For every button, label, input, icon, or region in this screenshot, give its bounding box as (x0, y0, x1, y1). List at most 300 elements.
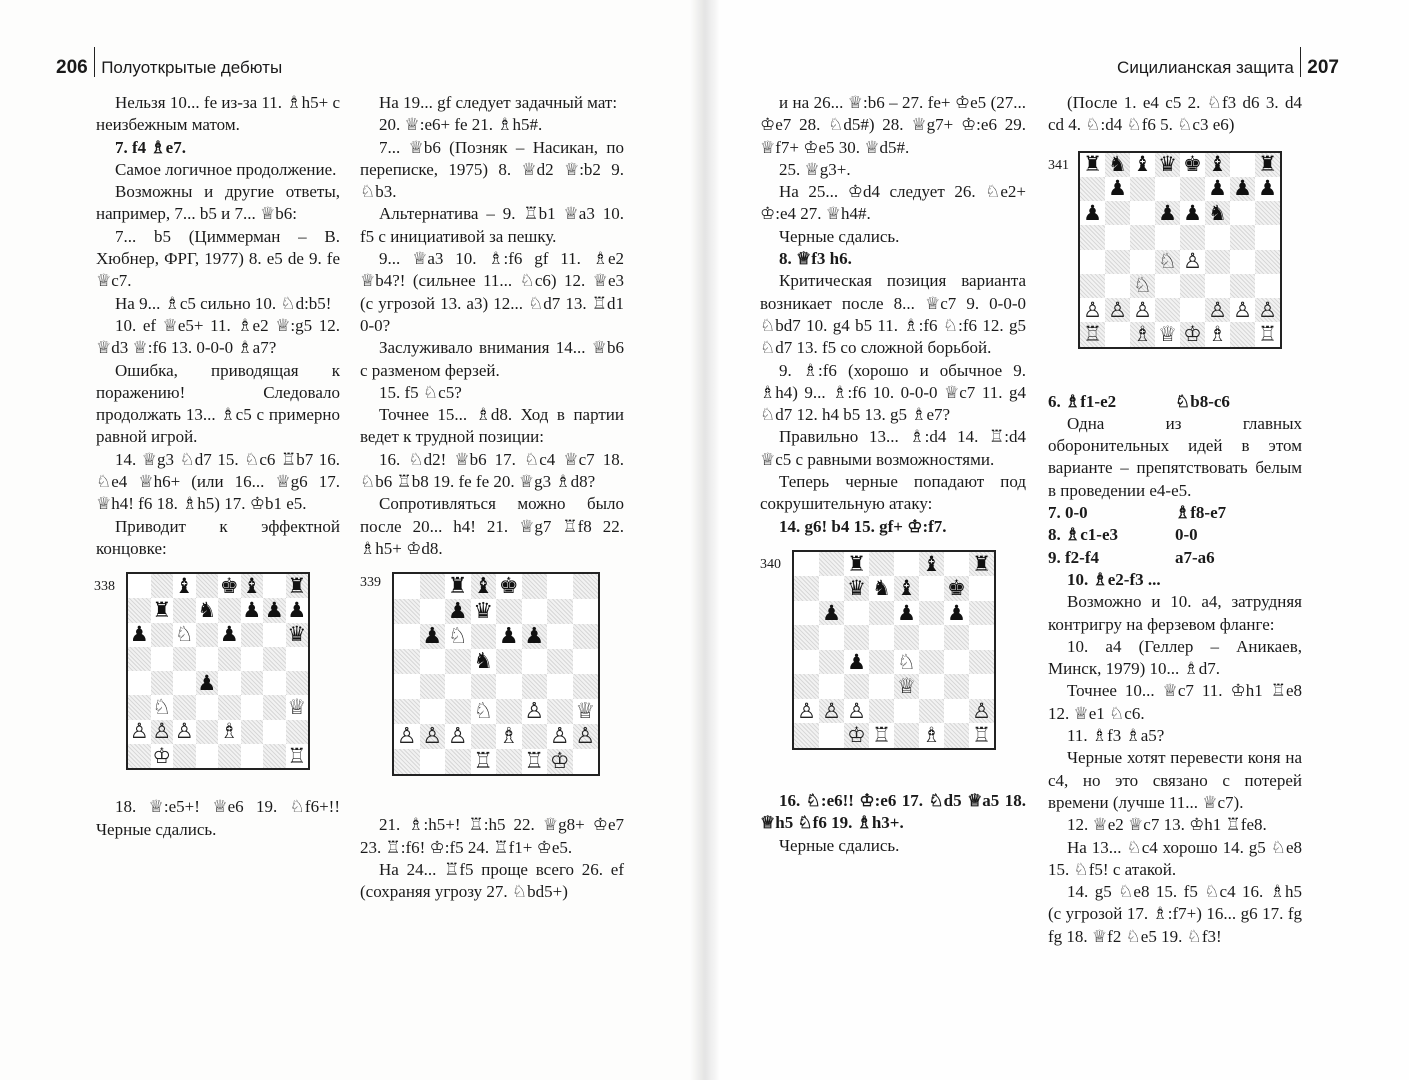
board-square (1080, 250, 1105, 274)
board-square (1155, 177, 1180, 201)
board-square (496, 624, 522, 649)
board-square (218, 695, 241, 719)
board-square (844, 552, 869, 577)
board-square (196, 720, 219, 744)
white-pawn-icon: ♙ (575, 723, 596, 749)
black-rook-icon: ♜ (1258, 152, 1277, 177)
white-knight-icon: ♘ (897, 649, 916, 674)
board-square (794, 552, 819, 577)
board-square (869, 552, 894, 577)
board-square (196, 623, 219, 647)
black-queen-icon: ♛ (1158, 152, 1177, 177)
paragraph: 16. ♘d2! ♕b6 17. ♘c4 ♕c7 18. ♘b6 ♖b8 19. fe fe 20. ♕g3 ♗d8? (360, 449, 624, 492)
white-rook-icon: ♖ (287, 743, 307, 768)
paragraph: 9... ♕a3 10. ♗:f6 gf 11. ♗e2 ♕b4?! (сильнее 11... ♘c6) 12. ♕e3 (с угрозой 13. a3) 12... ♘d7 13. ♖d1 0-0? (360, 249, 624, 335)
board-square (1230, 201, 1255, 225)
page-number-left: 206 (56, 57, 88, 78)
right-running-header (1117, 54, 1339, 82)
board-square (241, 720, 264, 744)
white-pawn-icon: ♙ (447, 723, 468, 749)
board-square (969, 650, 994, 675)
paragraph: 7... ♕b6 (Позняк – Насикан, по переписке, 1975) 8. ♕d2 ♕:b2 9. ♘b3. (360, 137, 624, 202)
board-square (1155, 322, 1180, 346)
board-square (218, 598, 241, 622)
black-king-icon: ♚ (1183, 152, 1202, 177)
paragraph: Альтернатива – 9. ♖b1 ♕a3 10. f5 с инициативой за пешку. (360, 204, 624, 246)
white-pawn-icon: ♙ (152, 719, 172, 744)
board-square (844, 650, 869, 675)
white-pawn-icon: ♙ (797, 698, 816, 723)
board-square (1080, 274, 1105, 298)
board-square (1105, 153, 1130, 177)
board-square (944, 650, 969, 675)
black-king-icon: ♚ (947, 576, 966, 601)
board-square (471, 649, 497, 674)
board-square (1080, 225, 1105, 249)
black-pawn-icon: ♟ (447, 598, 468, 624)
move-row (1048, 547, 1302, 569)
white-pawn-icon: ♙ (1108, 297, 1127, 322)
white-knight-icon: ♘ (152, 695, 172, 720)
paragraph: На 24... ♖f5 проще всего 26. ef (сохраняя угрозу 27. ♘bd5+) (360, 859, 624, 902)
main-move: 14. g6! b4 15. gf+ ♔:f7. (779, 516, 947, 536)
board-square (1155, 201, 1180, 225)
paragraph: Точнее 10... ♕c7 11. ♔h1 ♖e8 12. ♕e1 ♘c6. (1048, 681, 1302, 723)
running-head-right: Сицилианская защита (1117, 58, 1294, 77)
board-square (919, 650, 944, 675)
white-rook-icon: ♖ (1258, 321, 1277, 346)
board-square (794, 723, 819, 748)
black-pawn-icon: ♟ (1158, 200, 1177, 225)
white-rook-icon: ♖ (972, 723, 991, 748)
white-pawn-icon: ♙ (822, 698, 841, 723)
board-square (1105, 201, 1130, 225)
board-square (218, 744, 241, 768)
board-square (1105, 177, 1130, 201)
board-square (1105, 322, 1130, 346)
board-square (218, 720, 241, 744)
board-square (128, 720, 151, 744)
board-square (1180, 153, 1205, 177)
board-square (819, 723, 844, 748)
board-square (819, 625, 844, 650)
board-square (394, 749, 420, 774)
paragraph: 10. a4 (Геллер – Аникаев, Минск, 1979) 10... ♗d7. (1048, 636, 1302, 679)
board-square (1180, 298, 1205, 322)
board-square (286, 623, 309, 647)
board-square (420, 724, 446, 749)
board-square (196, 695, 219, 719)
board-square (263, 598, 286, 622)
paragraph: Критическая позиция варианта возникает после 8... ♕c7 9. 0-0-0 ♘bd7 10. g4 b5 11. ♗:f6 ♘:f6 12. g5 ♘d7 13. f5 со сложной борьбой. (760, 271, 1026, 358)
board-square (1205, 153, 1230, 177)
board-square (1230, 177, 1255, 201)
board-square (969, 674, 994, 699)
board-square (263, 671, 286, 695)
board-square (944, 723, 969, 748)
running-head-left: Полуоткрытые дебюты (101, 58, 283, 77)
board-square (496, 724, 522, 749)
board-square (1205, 250, 1230, 274)
board-square (496, 674, 522, 699)
board-square (173, 695, 196, 719)
paragraph: 11. ♗f3 ♗a5? (1067, 726, 1165, 746)
board-square (547, 624, 573, 649)
board-square (1105, 298, 1130, 322)
board-square (869, 650, 894, 675)
board-square (263, 574, 286, 598)
board-square (794, 650, 819, 675)
board-square (218, 623, 241, 647)
white-pawn-icon: ♙ (174, 719, 194, 744)
paragraph: Возможно и 10. a4, затрудняя контригру на ферзевом фланге: (1048, 592, 1302, 634)
board-square (1130, 322, 1155, 346)
white-king-icon: ♔ (152, 743, 172, 768)
board-square (819, 576, 844, 601)
board-square (944, 576, 969, 601)
black-pawn-icon: ♟ (1233, 176, 1252, 201)
board-square (286, 647, 309, 671)
board-square (496, 699, 522, 724)
paragraph: Черные хотят перевести коня на c4, но это связано с потерей времени (лучше 11... ♕c7). (1048, 748, 1302, 812)
board-square (1080, 201, 1105, 225)
board-square (1180, 177, 1205, 201)
board-square (919, 576, 944, 601)
black-pawn-icon: ♟ (422, 623, 443, 649)
board-square (1080, 322, 1105, 346)
board-square (1205, 201, 1230, 225)
board-square (445, 674, 471, 699)
board-square (196, 671, 219, 695)
black-bishop-icon: ♝ (1208, 152, 1227, 177)
black-rook-icon: ♜ (1083, 152, 1102, 177)
diagram-number: 338 (94, 579, 115, 595)
diagram-338 (96, 572, 340, 786)
paragraph: На 19... gf следует задачный мат: (379, 93, 618, 112)
board-square (969, 625, 994, 650)
board-square (969, 723, 994, 748)
board-square (151, 574, 174, 598)
board-square (173, 671, 196, 695)
black-pawn-icon: ♟ (1258, 176, 1277, 201)
board-square (445, 724, 471, 749)
board-square (286, 695, 309, 719)
page-number-right: 207 (1307, 57, 1339, 78)
board-square (496, 574, 522, 599)
white-pawn-icon: ♙ (422, 723, 443, 749)
paragraph: Ошибка, приводящая к поражению! Следовало продолжать 13... ♗c5 с примерно равной игрой. (96, 360, 340, 447)
white-bishop-icon: ♗ (498, 723, 519, 749)
board-square (496, 749, 522, 774)
board-square (547, 749, 573, 774)
white-bishop-icon: ♗ (219, 719, 239, 744)
black-move: ♗f8-e7 (1175, 503, 1227, 523)
board-square (471, 574, 497, 599)
board-square (1255, 298, 1280, 322)
board-square (1130, 201, 1155, 225)
board-square (794, 625, 819, 650)
paragraph: 20. ♕:e6+ fe 21. ♗h5#. (379, 115, 543, 135)
board-square (919, 723, 944, 748)
black-knight-icon: ♞ (473, 648, 494, 674)
board-square (241, 671, 264, 695)
board-square (894, 723, 919, 748)
board-square (263, 647, 286, 671)
board-square (471, 599, 497, 624)
board-square (819, 699, 844, 724)
board-square (1230, 298, 1255, 322)
board-square (173, 623, 196, 647)
black-pawn-icon: ♟ (822, 600, 841, 625)
board-square (919, 552, 944, 577)
paragraph: На 13... ♘c4 хорошо 14. g5 ♘e8 15. ♘f5! с атакой. (1048, 837, 1302, 879)
white-queen-icon: ♕ (287, 695, 307, 720)
white-pawn-icon: ♙ (1133, 297, 1152, 322)
chess-board (1078, 151, 1282, 349)
board-square (1155, 250, 1180, 274)
board-square (919, 674, 944, 699)
paragraph: Теперь черные попадают под сокрушительную атаку: (760, 472, 1026, 514)
black-move: a7-a6 (1175, 547, 1215, 567)
board-square (128, 647, 151, 671)
board-square (263, 695, 286, 719)
board-square (394, 624, 420, 649)
board-square (394, 574, 420, 599)
board-square (1230, 274, 1255, 298)
black-pawn-icon: ♟ (1083, 200, 1102, 225)
board-square (1255, 177, 1280, 201)
black-pawn-icon: ♟ (197, 670, 217, 695)
white-move: 8. ♗c1-e3 (1048, 525, 1118, 545)
board-square (445, 749, 471, 774)
board-square (794, 601, 819, 626)
board-square (128, 574, 151, 598)
board-square (151, 623, 174, 647)
board-square (1230, 250, 1255, 274)
paragraph: Самое логичное продолжение. (115, 159, 337, 179)
paragraph: 21. ♗:h5+! ♖:h5 22. ♕g8+ ♔e7 23. ♖:f6! ♔:f5 24. ♖f1+ ♔e5. (360, 815, 624, 857)
board-square (394, 724, 420, 749)
paragraph: На 9... ♗c5 сильно 10. ♘d:b5! (115, 293, 332, 313)
board-square (1230, 225, 1255, 249)
black-rook-icon: ♜ (847, 551, 866, 576)
black-pawn-icon: ♟ (1183, 200, 1202, 225)
paragraph: 9. ♗:f6 (хорошо и обычное 9. ♗h4) 9... ♗:f6 10. 0-0-0 ♕c7 11. g4 ♘d7 12. h4 b5 13. g5 ♗e7? (760, 360, 1026, 425)
board-square (547, 674, 573, 699)
board-square (844, 674, 869, 699)
board-square (241, 647, 264, 671)
board-square (420, 649, 446, 674)
black-pawn-icon: ♟ (219, 622, 239, 647)
white-pawn-icon: ♙ (847, 698, 866, 723)
diagram-341 (1048, 149, 1302, 381)
board-square (445, 624, 471, 649)
board-square (894, 674, 919, 699)
board-square (944, 601, 969, 626)
board-square (1205, 298, 1230, 322)
board-square (445, 699, 471, 724)
board-square (547, 724, 573, 749)
board-square (1255, 201, 1280, 225)
board-square (241, 623, 264, 647)
board-square (1155, 274, 1180, 298)
board-square (1180, 322, 1205, 346)
board-square (445, 599, 471, 624)
board-square (522, 599, 548, 624)
board-square (151, 744, 174, 768)
diagram-339 (360, 572, 624, 804)
black-pawn-icon: ♟ (287, 598, 307, 623)
board-square (1255, 274, 1280, 298)
board-square (263, 623, 286, 647)
board-square (1180, 274, 1205, 298)
board-square (573, 724, 599, 749)
board-square (1230, 322, 1255, 346)
board-square (420, 574, 446, 599)
left-page (0, 0, 704, 1080)
white-knight-icon: ♘ (1158, 249, 1177, 274)
board-square (547, 699, 573, 724)
chess-board (792, 550, 996, 750)
board-square (794, 674, 819, 699)
board-square (573, 599, 599, 624)
board-square (286, 574, 309, 598)
board-square (1130, 250, 1155, 274)
board-square (445, 649, 471, 674)
board-square (173, 647, 196, 671)
board-square (241, 598, 264, 622)
board-square (196, 574, 219, 598)
board-square (151, 695, 174, 719)
paragraph: Приводит к эффектной концовке: (96, 516, 340, 558)
paragraph: 14. ♕g3 ♘d7 15. ♘c6 ♖b7 16. ♘e4 ♕h6+ (или 16... ♕g6 17. ♕h4! f6 18. ♗h5) 17. ♔b1 e5. (96, 449, 340, 514)
main-move: 7. f4 ♗e7. (115, 137, 186, 157)
board-square (128, 671, 151, 695)
white-rook-icon: ♖ (1083, 321, 1102, 346)
board-square (1255, 153, 1280, 177)
paragraph: На 25... ♔d4 следует 26. ♘e2+ ♔:e4 27. ♕h4#. (760, 182, 1026, 224)
move-row (1048, 524, 1302, 546)
board-square (151, 671, 174, 695)
board-square (869, 601, 894, 626)
black-pawn-icon: ♟ (847, 649, 866, 674)
paragraph: Одна из главных оборонительных идей в этом варианте – препятствовать белым в проведении e4-e5. (1048, 413, 1302, 500)
white-knight-icon: ♘ (174, 622, 194, 647)
header-divider (94, 47, 96, 77)
board-square (894, 576, 919, 601)
board-square (547, 574, 573, 599)
white-pawn-icon: ♙ (524, 698, 545, 724)
paragraph: 25. ♕g3+. (779, 159, 851, 179)
board-square (1130, 153, 1155, 177)
main-move: 8. ♕f3 h6. (779, 249, 852, 269)
black-pawn-icon: ♟ (1208, 176, 1227, 201)
board-square (919, 699, 944, 724)
board-square (218, 647, 241, 671)
board-square (1155, 298, 1180, 322)
black-king-icon: ♚ (498, 573, 519, 599)
board-square (573, 674, 599, 699)
board-square (573, 749, 599, 774)
board-square (1105, 250, 1130, 274)
black-rook-icon: ♜ (972, 551, 991, 576)
board-square (944, 699, 969, 724)
black-pawn-icon: ♟ (897, 600, 916, 625)
board-square (522, 674, 548, 699)
board-square (1205, 274, 1230, 298)
black-bishop-icon: ♝ (242, 573, 262, 598)
move-row (1048, 502, 1302, 524)
board-square (869, 699, 894, 724)
board-square (844, 576, 869, 601)
paragraph: 10. ef ♕e5+ 11. ♗e2 ♕:g5 12. ♕d3 ♕:f6 13. 0-0-0 ♗a7? (96, 315, 340, 358)
board-square (969, 576, 994, 601)
black-pawn-icon: ♟ (947, 600, 966, 625)
board-square (894, 650, 919, 675)
board-square (1205, 225, 1230, 249)
board-square (1130, 298, 1155, 322)
white-king-icon: ♔ (847, 723, 866, 748)
board-square (844, 699, 869, 724)
board-square (919, 625, 944, 650)
board-square (263, 720, 286, 744)
board-square (286, 744, 309, 768)
black-bishop-icon: ♝ (473, 573, 494, 599)
board-square (420, 699, 446, 724)
white-rook-icon: ♖ (524, 748, 545, 774)
black-bishop-icon: ♝ (174, 573, 194, 598)
board-square (196, 598, 219, 622)
white-queen-icon: ♕ (575, 698, 596, 724)
board-square (420, 599, 446, 624)
board-square (1180, 201, 1205, 225)
black-pawn-icon: ♟ (1108, 176, 1127, 201)
board-square (496, 649, 522, 674)
board-square (286, 720, 309, 744)
board-square (471, 724, 497, 749)
paragraph: 12. ♕e2 ♕c7 13. ♔h1 ♖fe8. (1067, 815, 1267, 835)
white-move: 7. 0-0 (1048, 503, 1088, 523)
board-square (1105, 274, 1130, 298)
board-square (241, 574, 264, 598)
board-square (420, 674, 446, 699)
main-move: 10. ♗e2-f3 ... (1067, 569, 1161, 589)
board-square (173, 598, 196, 622)
board-square (522, 699, 548, 724)
black-bishop-icon: ♝ (1133, 152, 1152, 177)
board-square (1080, 298, 1105, 322)
board-square (1255, 225, 1280, 249)
board-square (1080, 153, 1105, 177)
white-bishop-icon: ♗ (1208, 321, 1227, 346)
paragraph: 18. ♕:e5+! ♕e6 19. ♘f6+!! Черные сдались. (96, 797, 340, 839)
black-move: ♘b8-c6 (1175, 391, 1230, 411)
board-square (969, 699, 994, 724)
chess-board (126, 572, 310, 770)
board-square (573, 574, 599, 599)
board-square (394, 649, 420, 674)
board-square (196, 744, 219, 768)
board-square (1230, 153, 1255, 177)
board-square (128, 598, 151, 622)
board-square (471, 699, 497, 724)
white-pawn-icon: ♙ (396, 723, 417, 749)
black-knight-icon: ♞ (872, 576, 891, 601)
black-rook-icon: ♜ (152, 598, 172, 623)
board-square (573, 624, 599, 649)
board-square (445, 574, 471, 599)
board-square (263, 744, 286, 768)
